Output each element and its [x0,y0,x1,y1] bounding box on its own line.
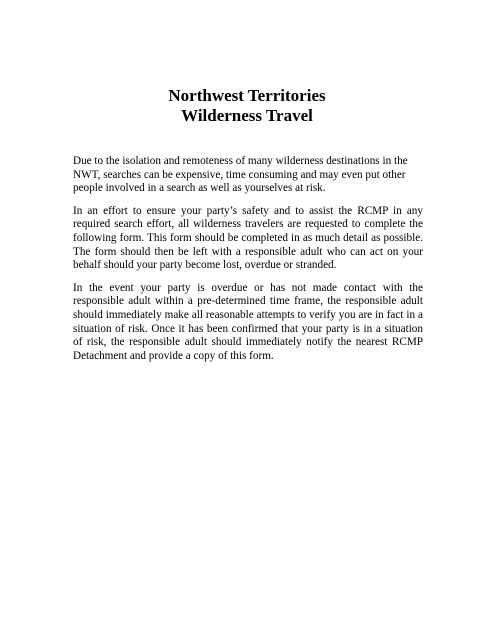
paragraph-overdue: In the event your party is overdue or has not made contact with the responsible adult within a pre-determined time frame, the responsible adult should immediately make all reasonable attempts to verify you are in fact in a situation of risk. Once it has been confirmed that your party is in a situation of risk, the responsible adult should immediately notify the nearest RCMP Detachment and provide a copy of this form. [73,281,423,362]
title-line-2: Wilderness Travel [181,106,313,125]
paragraph-intro: Due to the isolation and remoteness of many wilderness destinations in the NWT, searches can be expensive, time consuming and may even put other people involved in a search as well as yourselves at risk. [73,155,408,195]
page-title [0,86,494,126]
body-text [73,155,423,372]
title-line-1: Northwest Territories [168,86,326,105]
paragraph-purpose: In an effort to ensure your party’s safety and to assist the RCMP in any required search effort, all wilderness travelers are requested to complete the following form. This form should be completed in as much detail as possible. The form should then be left with a responsible adult who can act on your behalf should your party become lost, overdue or stranded. [73,204,423,272]
